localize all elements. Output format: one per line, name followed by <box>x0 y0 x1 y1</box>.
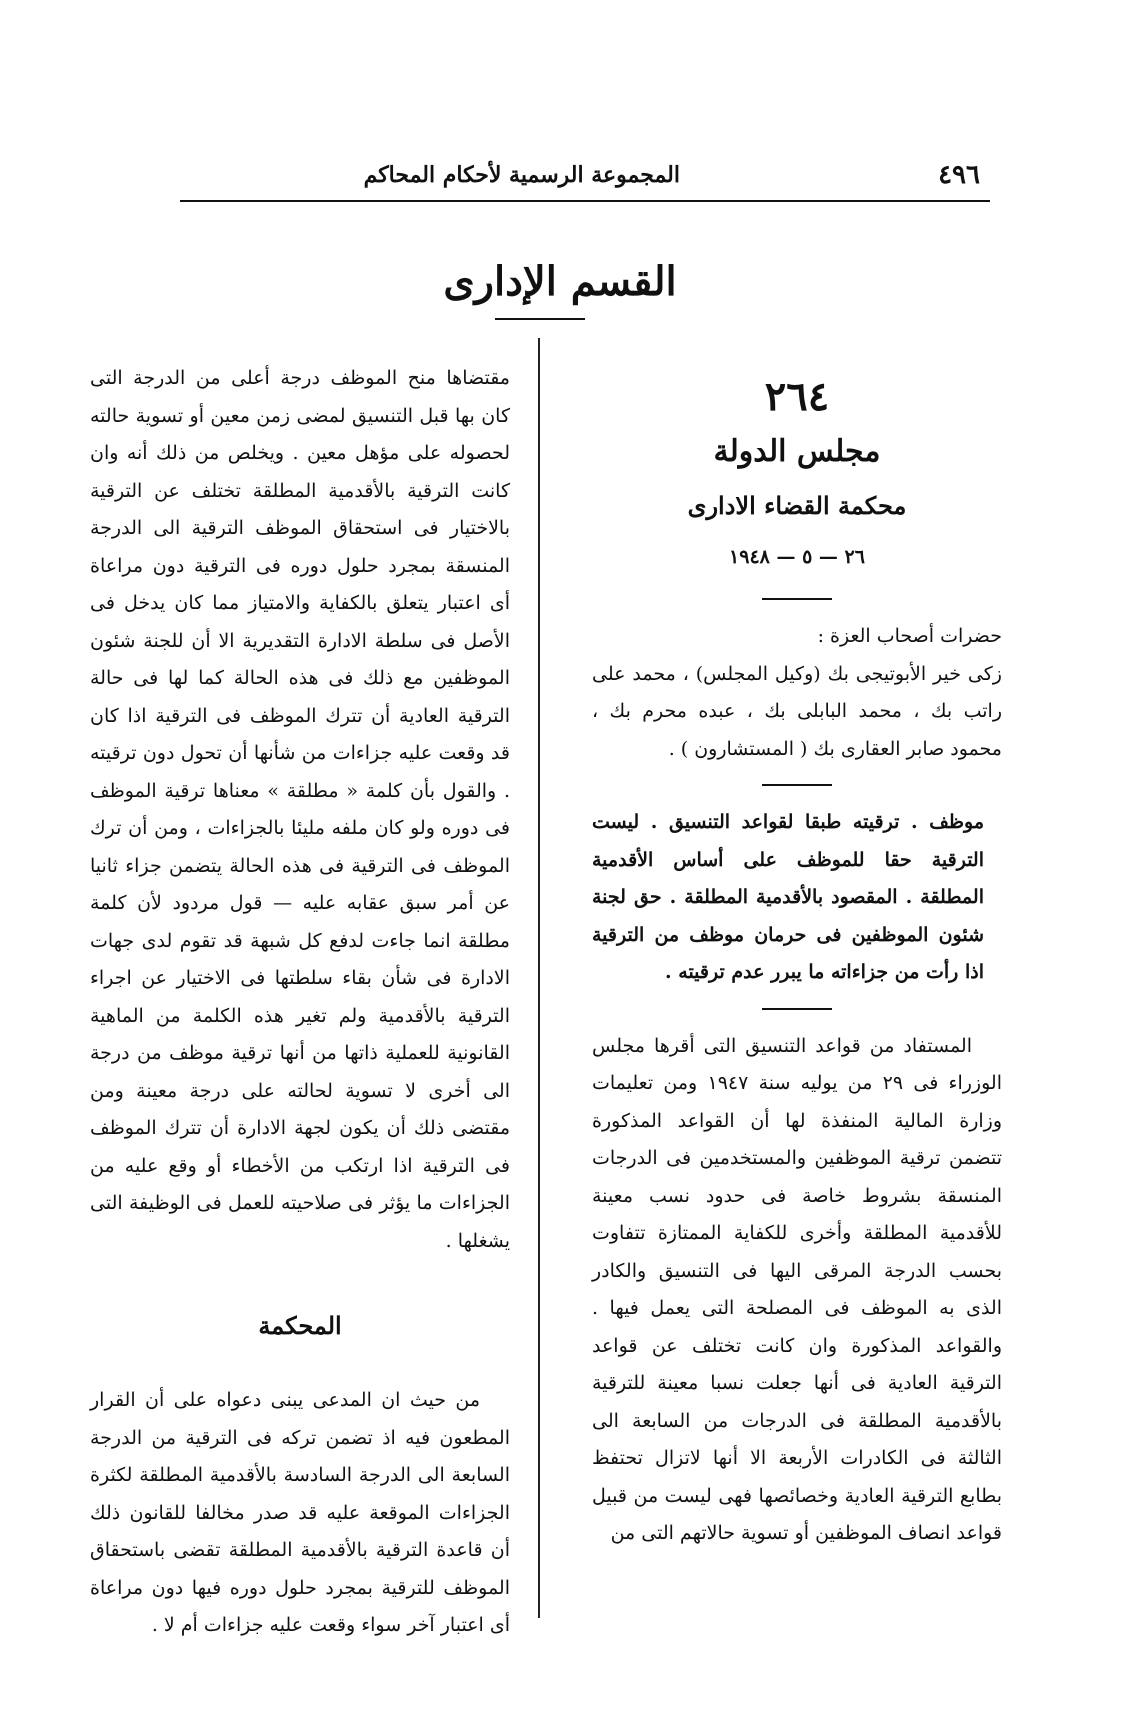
section-title-rule <box>495 318 585 320</box>
divider-rule <box>762 784 832 786</box>
ruling-date: ٢٦ — ٥ — ١٩٤٨ <box>729 546 865 568</box>
page-number: ٤٩٦ <box>938 160 980 190</box>
court-name: محكمة القضاء الادارى <box>687 491 907 520</box>
ruling-heading: المحكمة <box>258 1311 342 1340</box>
case-summary: موظف . ترقيته طبقا لقواعد التنسيق . ليست الترقية حقا للموظف على أساس الأقدمية المطلقة . المقصود بالأقدمية المطلقة . حق لجنة شئون الموظفين فى حرمان موظف من الترقية اذا رأت من جزاءاته ما يبرر عدم ترقيته . <box>592 811 984 983</box>
bench-intro: حضرات أصحاب العزة : <box>817 625 1002 647</box>
journal-title: المجموعة الرسمية لأحكام المحاكم <box>363 162 680 188</box>
council-name: مجلس الدولة <box>713 434 881 469</box>
column-divider <box>538 338 540 1618</box>
left-column <box>90 360 510 1645</box>
principle-text-continued: مقتضاها منح الموظف درجة أعلى من الدرجة التى كان بها قبل التنسيق لمضى زمن معين أو تسوية حالته لحصوله على مؤهل معين . ويخلص من ذلك أنه وان كانت الترقية بالأقدمية المطلقة تختلف عن الترقية بالاختيار فى استحقاق الموظف الترقية الى الدرجة المنسقة بمجرد حلول دوره فى الترقية دون مراعاة أى اعتبار يتعلق بالكفاية والامتياز مما كان يدخل فى الأصل فى سلطة الادارة التقديرية الا أن للجنة شئون الموظفين مع ذلك فى هذه الحالة كما لها فى حالة الترقية العادية أن تترك الموظف فى الترقية اذا كان قد وقعت عليه جزاءات من شأنها أن تحول دون ترقيته . والقول بأن كلمة « مطلقة » معناها ترقية الموظف فى دوره ولو كان ملفه مليئا بالجزاءات ، ومن أن ترك الموظف فى الترقية فى هذه الحالة يتضمن جزاء ثانيا عن أمر سبق عقابه عليه — قول مردود لأن كلمة مطلقة انما جاءت لدفع كل شبهة قد تقوم لدى جهات الادارة فى شأن بقاء سلطتها فى الاختيار عن اجراء الترقية بالأقدمية ولم تغير هذه الكلمة من الماهية القانونية للعملية ذاتها من أنها ترقية موظف من درجة الى أخرى لا تسوية لحالته على درجة معينة ومن مقتضى ذلك أن يكون لجهة الادارة أن تترك الموظف فى الترقية اذا ارتكب من الأخطاء أو وقع عليه من الجزاءات ما يؤثر فى صلاحيته للعمل فى الوظيفة التى يشغلها . <box>90 367 510 1252</box>
divider-rule <box>762 598 832 600</box>
ruling-text: من حيث ان المدعى يبنى دعواه على أن القرار المطعون فيه اذ تضمن تركه فى الترقية من الدرجة السابعة الى الدرجة السادسة بالأقدمية المطلقة لكثرة الجزاءات الموقعة عليه قد صدر مخالفا للقانون ذلك أن قاعدة الترقية بالأقدمية المطلقة تقضى باستحقاق الموظف للترقية بمجرد حلول دوره فيها دون مراعاة أى اعتبار آخر سواء وقعت عليه جزاءات أم لا . <box>90 1389 510 1636</box>
case-number: ٢٦٤ <box>764 373 830 420</box>
header-rule <box>180 200 990 202</box>
divider-rule <box>762 1008 832 1010</box>
right-column <box>592 360 1002 1553</box>
bench-members: زكى خير الأبوتيجى بك (وكيل المجلس) ، محمد على راتب بك ، محمد البابلى بك ، عبده محرم بك ، محمود صابر العقارى بك ( المستشارون ) . <box>592 662 1002 760</box>
section-title: القسم الإدارى <box>443 258 677 305</box>
principle-text: المستفاد من قواعد التنسيق التى أقرها مجلس الوزراء فى ٢٩ من يوليه سنة ١٩٤٧ ومن تعليمات وزارة المالية المنفذة لها أن القواعد المذكورة تتضمن ترقية الموظفين والمستخدمين فى الدرجات المنسقة بشروط خاصة فى حدود نسب معينة للأقدمية المطلقة وأخرى للكفاية الممتازة تتفاوت بحسب الدرجة المرقى اليها فى التنسيق والكادر الذى به الموظف فى المصلحة التى يعمل فيها . والقواعد المذكورة وان كانت تختلف عن قواعد الترقية العادية فى أنها جعلت نسبا معينة للترقية بالأقدمية المطلقة فى الدرجات من السابعة الى الثالثة فى الكادرات الأربعة الا أنها لاتزال تحتفظ بطابع الترقية العادية وخصائصها فهى ليست من قبيل قواعد انصاف الموظفين أو تسوية حالاتهم التى من <box>592 1034 1002 1544</box>
running-header <box>200 160 980 200</box>
